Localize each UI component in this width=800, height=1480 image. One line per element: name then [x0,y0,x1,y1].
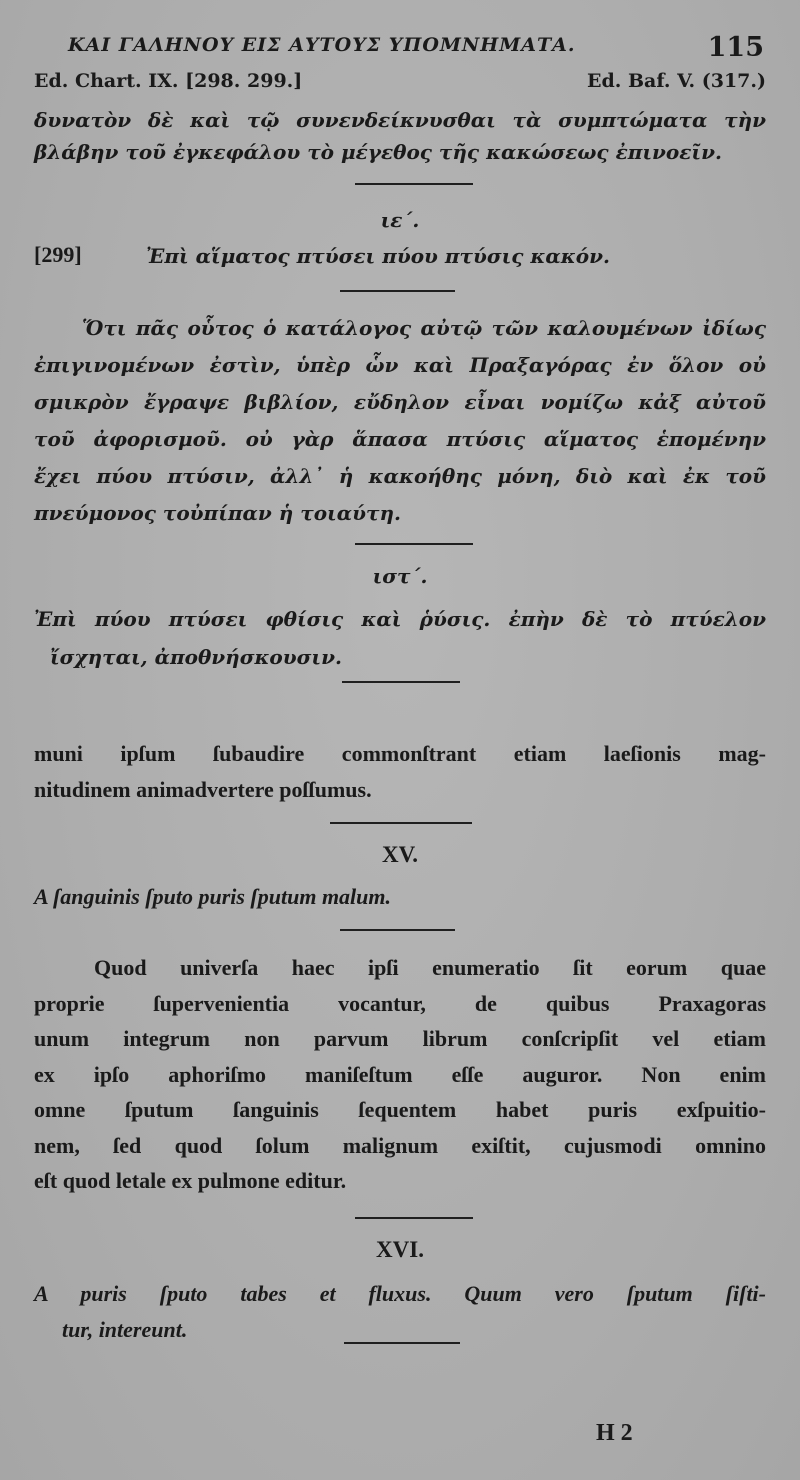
greek-intro-line: δυνατὸν δὲ καὶ τῷ συνενδείκνυσθαι τὰ συμπτώματα τὴν [34,108,766,132]
edition-chart-ref: Ed. Chart. IX. [298. 299.] [34,70,303,92]
section-rule [342,681,460,683]
page-marker: [299] [34,242,82,267]
section-rule [355,1217,473,1219]
latin-section-numeral: XVI. [376,1237,424,1262]
latin-section-numeral: XV. [381,842,418,867]
latin-aphorism-16 [34,1276,766,1348]
section-rule [355,543,473,545]
running-title: ΚΑΙ ΓΑΛΗΝΟΥ ΕΙΣ ΑΥΤΟΥΣ ΥΠΟΜΝΗΜΑΤΑ. [68,34,576,56]
section-rule [340,929,455,931]
latin-aphorism-line: tur, intereunt. [62,1317,188,1342]
latin-commentary-line: eſt quod letale ex pulmone editur. [34,1168,347,1193]
greek-intro [34,104,766,168]
greek-commentary-line: σμικρὸν ἔγραψε βιβλίον, εὔδηλον εἶναι νομίζω κἀξ αὐτοῦ [34,390,766,414]
greek-commentary-line: πνεύμονος τοὐπίπαν ἡ τοιαύτη. [34,501,401,525]
greek-section-numeral: ιε΄. [380,208,420,232]
latin-commentary-line: ex ipſo aphoriſmo maniſeſtum eſſe auguror. Non enim [34,1061,766,1087]
signature-mark: H 2 [596,1420,633,1446]
greek-commentary-15 [34,310,766,532]
latin-intro [34,736,766,808]
latin-aphorism-line: A puris ſputo tabes et fluxus. Quum vero ſputum ſiſti- [34,1281,766,1306]
latin-commentary-line: proprie ſupervenientia vocantur, de quibus Praxagoras [34,990,766,1016]
latin-aphorism-15: A ſanguinis ſputo puris ſputum malum. [34,884,392,909]
latin-commentary-15 [34,950,766,1199]
section-rule [340,290,455,292]
greek-commentary-line: τοῦ ἀφορισμοῦ. οὐ γὰρ ἅπασα πτύσις αἵματος ἑπομένην [34,427,766,451]
greek-aphorism-15: Ἐπὶ αἵματος πτύσει πύου πτύσις κακόν. [146,244,610,268]
page-number: 115 [707,32,764,63]
section-rule [330,822,472,824]
latin-commentary-line: nem, ſed quod ſolum malignum exiſtit, cujusmodi omnino [34,1132,766,1158]
section-rule [344,1342,460,1344]
latin-commentary-line: Quod univerſa haec ipſi enumeratio ſit eorum quae [94,955,766,980]
section-rule [355,183,473,185]
greek-aphorism-line: ἴσχηται, ἀποθνήσκουσιν. [50,645,342,669]
latin-intro-line: muni ipſum ſubaudire commonſtrant etiam laeſionis mag- [34,741,766,766]
greek-commentary-line: ἐπιγινομένων ἐστὶν, ὑπὲρ ὧν καὶ Πραξαγόρας ἐν ὅλον οὐ [34,353,766,377]
greek-commentary-line: ἔχει πύου πτύσιν, ἀλλ᾽ ἡ κακοήθης μόνη, διὸ καὶ ἐκ τοῦ [34,464,766,488]
edition-basel-ref: Ed. Baf. V. (317.) [587,70,766,92]
latin-commentary-line: omne ſputum ſanguinis ſequentem habet puris exſpuitio- [34,1097,766,1122]
greek-intro-line: βλάβην τοῦ ἐγκεφάλου τὸ μέγεθος τῆς κακώσεως ἐπινοεῖν. [34,140,722,164]
latin-commentary-line: unum integrum non parvum librum conſcripſit vel etiam [34,1026,766,1051]
greek-commentary-line: Ὅτι πᾶς οὗτος ὁ κατάλογος αὐτῷ τῶν καλουμένων ἰδίως [82,316,766,340]
greek-section-numeral: ιστ΄. [372,564,428,588]
greek-aphorism-line: Ἐπὶ πύου πτύσει φθίσις καὶ ῥύσις. ἐπὴν δὲ τὸ πτύελον [34,607,766,631]
latin-intro-line: nitudinem animadvertere poſſumus. [34,777,372,802]
greek-aphorism-16 [34,600,766,676]
